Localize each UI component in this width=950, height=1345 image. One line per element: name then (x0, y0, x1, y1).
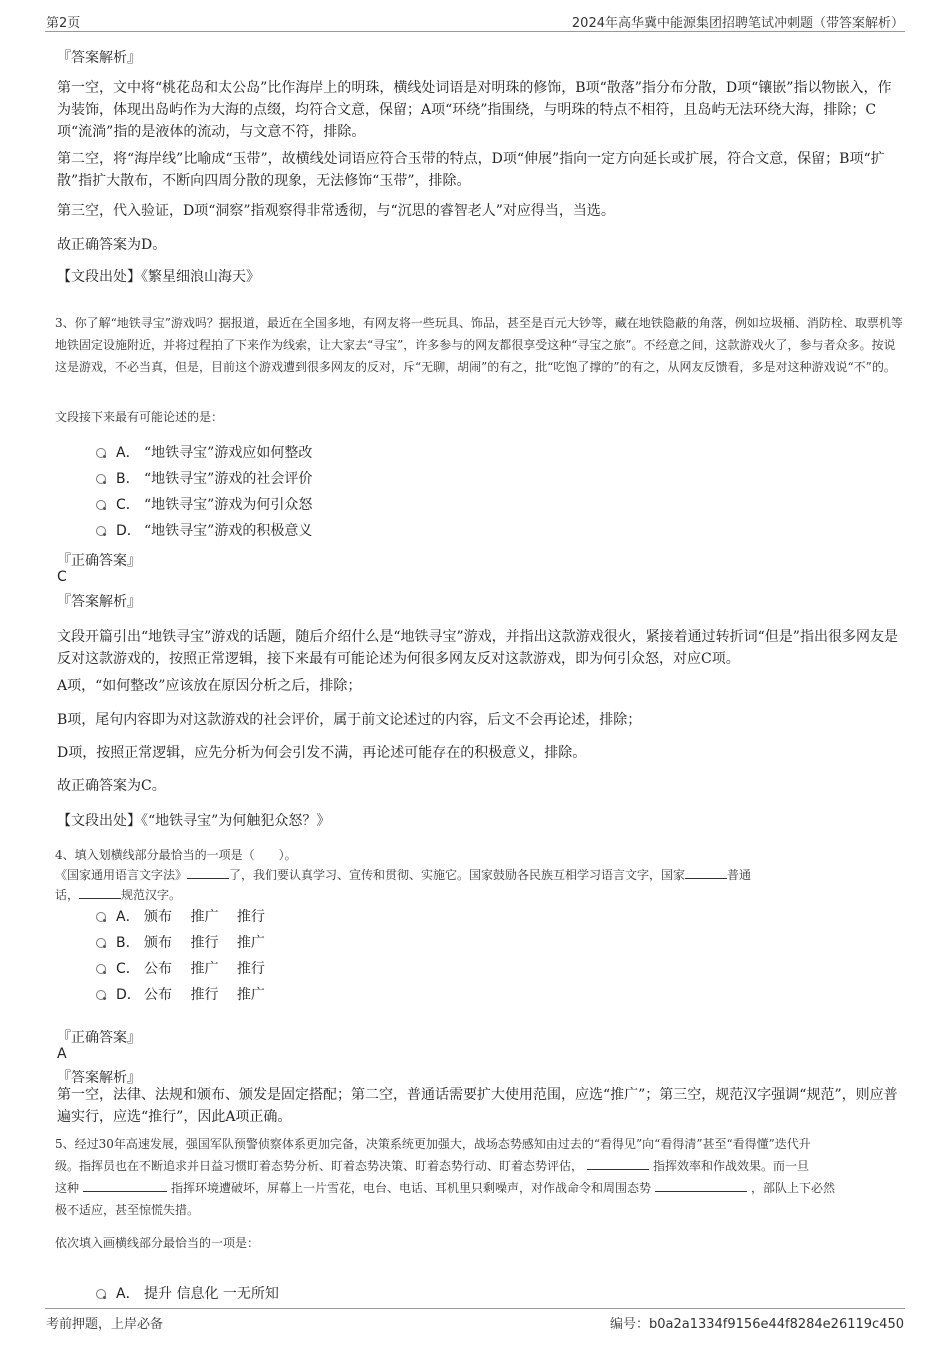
option-text: 公布 推广 推行 (144, 961, 265, 977)
option-text: “地铁寻宝”游戏应如何整改 (144, 445, 313, 461)
option-text: 提升 信息化 一无所知 (144, 1286, 279, 1302)
correct-answer: A (57, 1046, 67, 1062)
document-title: 2024年高华冀中能源集团招聘笔试冲刺题（带答案解析） (571, 16, 904, 31)
source-citation: 【文段出处】《繁星细浪山海天》 (57, 269, 260, 285)
option-letter: A． (116, 445, 140, 461)
option-text: “地铁寻宝”游戏为何引众怒 (144, 497, 313, 513)
question-prompt: 依次填入画横线部分最恰当的一项是： (55, 1236, 260, 1250)
question-passage-line (55, 864, 905, 886)
blank-line (685, 864, 727, 879)
footer-divider (45, 1308, 905, 1309)
option-letter: A． (116, 1286, 140, 1302)
option-letter: B． (116, 471, 140, 487)
option-text: “地铁寻宝”游戏的积极意义 (144, 523, 313, 539)
radio-icon[interactable] (96, 938, 106, 948)
analysis-label: 『答案解析』 (57, 50, 141, 66)
question-stem: 4、填入划横线部分最恰当的一项是（ ）。 (55, 848, 297, 862)
radio-icon[interactable] (96, 912, 106, 922)
source-citation: 【文段出处】《“地铁寻宝”为何触犯众怒？》 (57, 813, 331, 829)
code-label: 编号： (609, 1317, 649, 1332)
question-stem: 5、经过30年高速发展，强国军队预警侦察体系更加完备，决策系统更加强大，战场态势感知由过去的“看得见”向“看得清”甚至“看得懂”迭代升 (55, 1137, 811, 1151)
question-prompt: 文段接下来最有可能论述的是： (55, 410, 224, 424)
code-value: b0a2a1334f9156e44f8284e26119c450 (649, 1317, 904, 1332)
blank-line (187, 864, 229, 879)
header-divider (45, 31, 905, 32)
radio-icon[interactable] (96, 526, 106, 536)
analysis-paragraph: 第一空，文中将“桃花岛和太公岛”比作海岸上的明珠，横线处词语是对明珠的修饰，B项“散落”指分布分散，D项“镶嵌”指以物嵌入，作为装饰，体现出岛屿作为大海的点缀，均符合文意，保留；A项“环绕”指围绕，与明珠的特点不相符，且岛屿无法环绕大海，排除；C项“流淌”指的是液体的流动，与文意不符，排除。 (57, 80, 892, 140)
option-text: 颁布 推行 推广 (144, 935, 265, 951)
option-letter: D． (116, 523, 141, 539)
radio-icon[interactable] (96, 448, 106, 458)
option-letter: B． (116, 935, 140, 951)
option-letter: D． (116, 987, 141, 1003)
analysis-paragraph: D项，按照正常逻辑，应先分析为何会引发不满，再论述可能存在的积极意义，排除。 (57, 745, 587, 761)
option-letter: A． (116, 909, 140, 925)
footer-slogan: 考前押题，上岸必备 (46, 1317, 164, 1332)
passage-text: ，部队上下必然 (751, 1181, 836, 1195)
passage-text: 级。指挥员也在不断追求并日益习惯盯着态势分析、盯着态势决策、盯着态势行动、盯着态势评估， (55, 1159, 584, 1173)
analysis-paragraph: 第三空，代入验证，D项“洞察”指观察得非常透彻，与“沉思的睿智老人”对应得当，当选。 (57, 203, 615, 219)
page-number: 第2页 (46, 16, 81, 31)
passage-text: 指挥效率和作战效果。而一旦 (653, 1159, 810, 1173)
question-passage-line: 极不适应，甚至惊慌失措。 (55, 1203, 200, 1217)
passage-text: 这种 (55, 1181, 80, 1195)
blank-line (655, 1177, 747, 1192)
radio-icon[interactable] (96, 474, 106, 484)
passage-text: 普通 (727, 868, 752, 882)
blank-line (587, 1155, 649, 1170)
passage-text: 话， (55, 888, 80, 902)
passage-text: 《国家通用语言文字法》 (55, 868, 188, 882)
analysis-paragraph: 第二空，将“海岸线”比喻成“玉带”，故横线处词语应符合玉带的特点，D项“伸展”指向一定方向延长或扩展，符合文意，保留；B项“扩散”指扩大散布，不断向四周分散的现象，无法修饰“玉带”，排除。 (57, 151, 885, 189)
analysis-paragraph: A项，“如何整改”应该放在原因分析之后，排除； (57, 678, 362, 694)
analysis-conclusion: 故正确答案为C。 (57, 778, 166, 794)
analysis-paragraph: 文段开篇引出“地铁寻宝”游戏的话题，随后介绍什么是“地铁寻宝”游戏，并指出这款游戏很火，紧接着通过转折词“但是”指出很多网友是反对这款游戏的，按照正常逻辑，接下来最有可能论述为何很多网友反对这款游戏，即为何引众怒，对应C项。 (57, 629, 898, 667)
question-passage-line (55, 884, 905, 906)
correct-answer-label: 『正确答案』 (57, 1030, 141, 1046)
option-letter: C． (116, 497, 140, 513)
analysis-conclusion: 故正确答案为D。 (57, 237, 167, 253)
option-letter: C． (116, 961, 140, 977)
analysis-paragraph: 第一空，法律、法规和颁布、颁发是固定搭配；第二空，普通话需要扩大使用范围，应选“推广”；第三空，规范汉字强调“规范”，则应普遍实行，应选“推行”，因此A项正确。 (57, 1087, 898, 1125)
radio-icon[interactable] (96, 1289, 106, 1299)
question-passage-line (55, 1177, 905, 1199)
passage-text: 了，我们要认真学习、宣传和贯彻、实施它。国家鼓励各民族互相学习语言文字，国家 (229, 868, 686, 882)
correct-answer-label: 『正确答案』 (57, 553, 141, 569)
option-text: “地铁寻宝”游戏的社会评价 (144, 471, 313, 487)
option-text: 颁布 推广 推行 (144, 909, 265, 925)
question-passage-line (55, 1155, 905, 1177)
question-stem: 3、你了解“地铁寻宝”游戏吗？据报道，最近在全国多地，有网友将一些玩具、饰品，甚至是百元大钞等，藏在地铁隐蔽的角落，例如垃圾桶、消防栓、取票机等地铁固定设施附近，并将过程拍了下来作为线索，让大家去“寻宝”，许多参与的网友都很享受这种“寻宝之旅”。不经意之间，这款游戏火了，参与者众多。按说这是游戏，不必当真，但是，目前这个游戏遭到很多网友的反对，斥“无聊，胡闹”的有之，批“吃饱了撑的”的有之，从网友反馈看，多是对这种游戏说“不”的。 (55, 316, 903, 374)
blank-line (79, 884, 121, 899)
analysis-label: 『答案解析』 (57, 1070, 141, 1086)
blank-line (83, 1177, 167, 1192)
radio-icon[interactable] (96, 990, 106, 1000)
passage-text: 指挥环境遭破坏，屏幕上一片雪花，电台、电话、耳机里只剩噪声，对作战命令和周围态势 (171, 1181, 652, 1195)
option-text: 公布 推行 推广 (144, 987, 265, 1003)
analysis-label: 『答案解析』 (57, 594, 141, 610)
radio-icon[interactable] (96, 964, 106, 974)
radio-icon[interactable] (96, 500, 106, 510)
analysis-paragraph: B项，尾句内容即为对这款游戏的社会评价，属于前文论述过的内容，后文不会再论述，排除； (57, 712, 642, 728)
passage-text: 规范汉字。 (121, 888, 182, 902)
document-code (610, 1313, 904, 1332)
correct-answer: C (57, 569, 67, 585)
